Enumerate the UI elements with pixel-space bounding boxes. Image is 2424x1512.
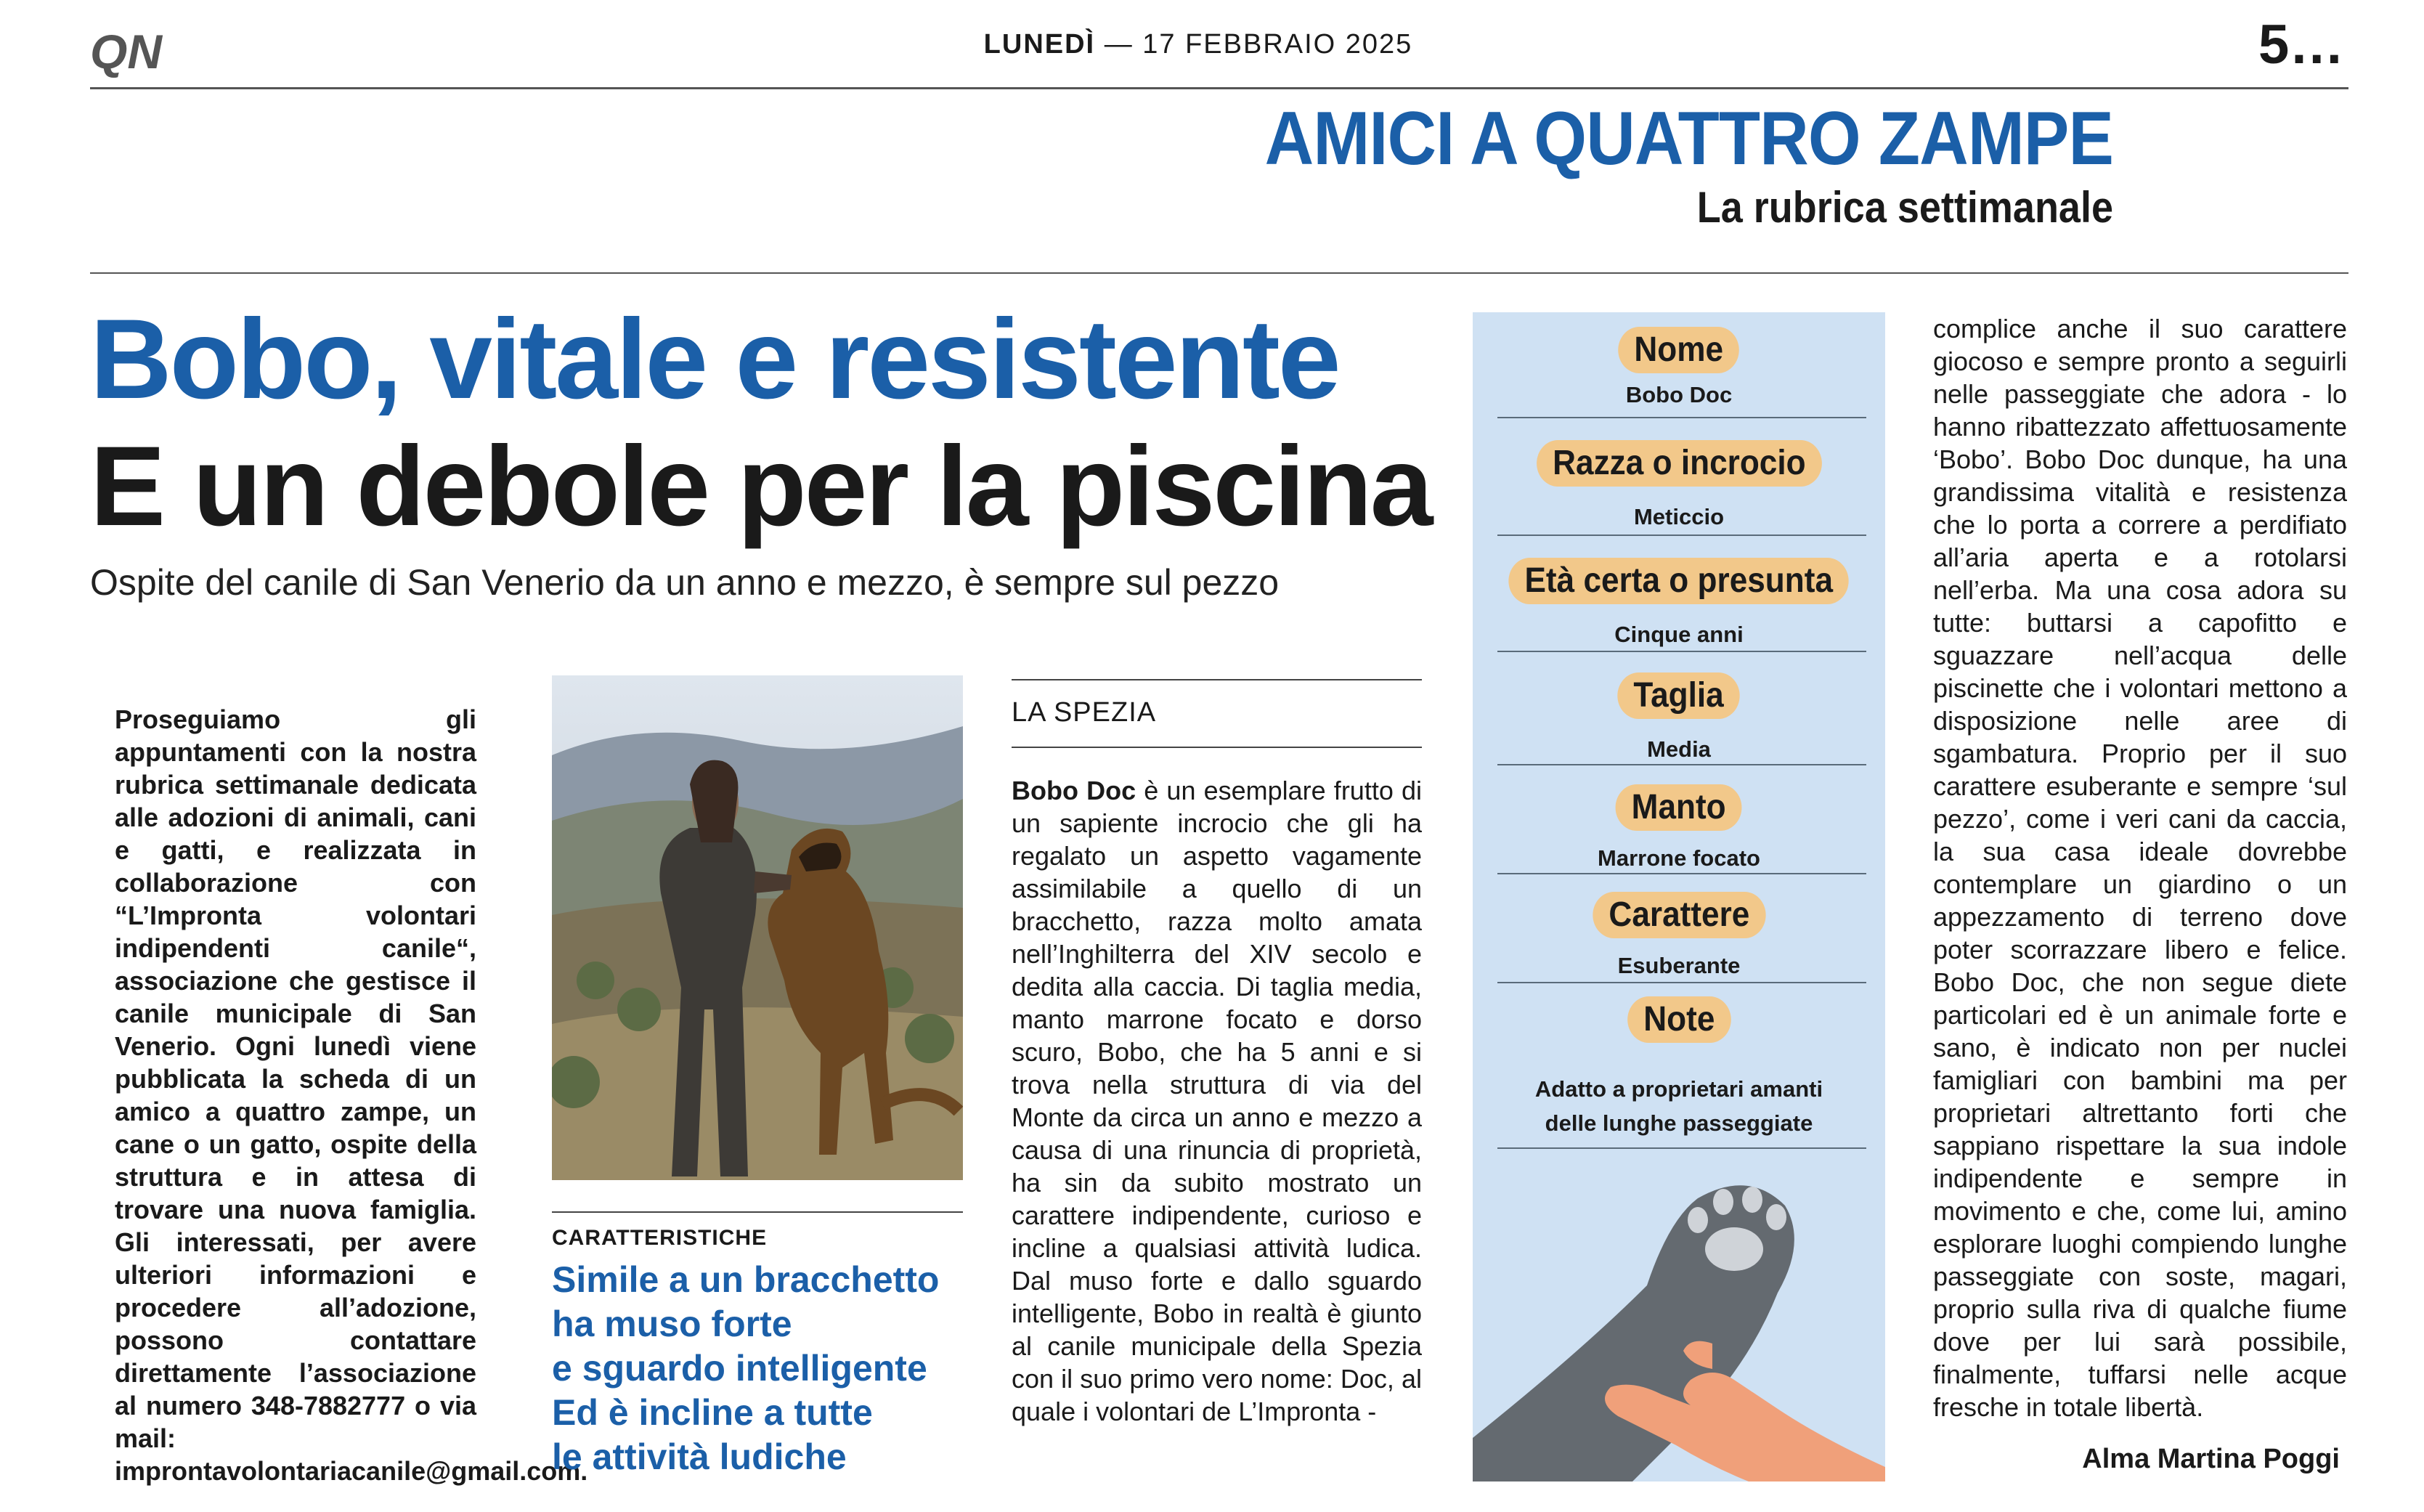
card-divider: [1497, 651, 1866, 652]
body-column: [1012, 774, 1422, 1428]
issue-date: LUNEDÌ — 17 FEBBRAIO 2025: [983, 29, 1413, 60]
card-value: Cinque anni: [1614, 622, 1744, 647]
card-label: Taglia: [1618, 672, 1740, 719]
card-label: Razza o incrocio: [1537, 440, 1822, 487]
svg-text:QN: QN: [90, 26, 162, 78]
card-divider: [1497, 982, 1866, 983]
body-column-continued: complice anche il suo carattere giocoso e sempre pronto a seguirli nelle passeggiate che adora - lo hanno ribattezzato affettuosamente ‘Bobo’. Bobo Doc dunque, ha una grandissima vitalità e resistenza che lo porta a correre a perdifiato all’aria aperta e a rotolarsi nell’erba. Ma una cosa adora su tutte: buttarsi a capofitto e sguazzare nell’acqua delle piscinette che i volontari mettono a disposizione nelle aree di sgambatura. Proprio per il suo carattere esuberante e sempre ‘sul pezzo’, come i veri cani da caccia, la sua casa ideale dovrebbe contemplare un giardino o un appezzamento di terreno dove poter scorrazzare libero e felice. Bobo Doc, che non segue diete particolari ed è un animale forte e sano, è indicato non per nuclei famigliari con bambini ma per proprietari altrettanto forti che sappiano rispettare la sua indole indipendente e sempre in movimento e che, come lui, amino esplorare luoghi compiendo lunghe passeggiate con soste, magari, proprio sulla riva di qualche fiume dove per lui sarà possibile, finalmente, tuffarsi nelle acque fresche in totale libertà.: [1933, 314, 2347, 1422]
card-field-carattere: [1473, 892, 1885, 980]
card-value: Marrone focato: [1598, 845, 1760, 871]
caption-line: Simile a un bracchetto: [552, 1259, 940, 1300]
newspaper-logo: [90, 26, 192, 78]
subheadline: Ospite del canile di San Venerio da un anno e mezzo, è sempre sul pezzo: [90, 562, 1280, 603]
card-field-razza: [1473, 440, 1885, 532]
card-label: Manto: [1616, 784, 1742, 831]
article-photo: [552, 675, 963, 1180]
header-divider: [90, 87, 2348, 89]
caption-label: CARATTERISTICHE: [552, 1226, 768, 1250]
card-divider: [1497, 764, 1866, 765]
rubric-subtitle: La rubrica settimanale: [1696, 183, 2113, 232]
section-divider: [90, 272, 2348, 274]
page-number: 5…: [2258, 14, 2345, 76]
dateline-rule-bottom: [1012, 747, 1422, 748]
card-label: Età certa o presunta: [1509, 558, 1850, 604]
card-value: Adatto a proprietari amanti delle lunghe passeggiate: [1534, 1076, 1823, 1136]
issue-day: LUNEDÌ: [983, 29, 1096, 60]
card-label: Nome: [1619, 327, 1740, 373]
card-value: Esuberante: [1617, 953, 1741, 978]
card-divider: [1497, 535, 1866, 536]
card-field-nome: [1473, 327, 1885, 410]
card-field-manto: [1473, 784, 1885, 873]
card-value: Meticcio: [1633, 504, 1725, 529]
card-label: Carattere: [1593, 892, 1765, 938]
caption-line: e sguardo intelligente: [552, 1348, 927, 1389]
card-value: Bobo Doc: [1625, 382, 1733, 407]
caption-line: le attività ludiche: [552, 1436, 847, 1477]
caption-line: ha muso forte: [552, 1304, 792, 1344]
card-value: Media: [1647, 736, 1711, 762]
body-text: è un esemplare frutto di un sapiente incrocio che gli ha regalato un aspetto vagamente assimilabile a quello di un bracchetto, razza molto amata nell’Inghilterra del XIV secolo e dedita alla caccia. Di taglia media, manto marrone focato e dorso scuro, Bobo, che ha 5 anni e si trova nella struttura di via del Monte da circa un anno e mezzo a causa di una rinuncia di proprietà, ha sin da subito mostrato un carattere indipendente, curioso e incline a qualsiasi attività ludica. Dal muso forte e dallo sguardo intelligente, Bobo in realtà è giunto al canile municipale della Spezia con il suo primo vero nome: Doc, al quale i volontari de L’Impronta -: [1012, 776, 1423, 1426]
issue-date-value: 17 FEBBRAIO 2025: [1142, 29, 1413, 60]
rubric-title: AMICI A QUATTRO ZAMPE: [1264, 97, 2113, 181]
man-with-dog-photo: [552, 675, 963, 1180]
card-divider: [1497, 873, 1866, 874]
paw-handshake-icon: [1473, 1162, 1885, 1481]
card-divider: [1497, 417, 1866, 418]
info-card: [1473, 312, 1885, 1481]
card-field-taglia: [1473, 672, 1885, 764]
caption-text: [552, 1258, 988, 1479]
headline-secondary: E un debole per la piscina: [90, 423, 1431, 550]
caption-divider: [552, 1211, 963, 1213]
dateline: LA SPEZIA: [1012, 697, 1157, 728]
body-lead: Bobo Doc: [1012, 776, 1136, 805]
headline: Bobo, vitale e resistente: [90, 296, 1339, 423]
card-field-note: [1473, 996, 1885, 1140]
caption-line: Ed è incline a tutte: [552, 1392, 873, 1433]
dateline-rule-top: [1012, 679, 1422, 680]
card-field-eta: [1473, 558, 1885, 649]
card-divider: [1497, 1147, 1866, 1149]
card-label: Note: [1627, 996, 1730, 1043]
byline: Alma Martina Poggi: [2082, 1444, 2340, 1474]
intro-column: Proseguiamo gli appuntamenti con la nostra rubrica settimanale dedicata alle adozioni di animali, cani e gatti, e realizzata in collaborazione con “L’Impronta volontari indipendenti canile“, associazione che gestisce il canile municipale di San Venerio. Ogni lunedì viene pubblicata la scheda di un amico a quattro zampe, un cane o un gatto, ospite della struttura e in attesa di trovare una nuova famiglia. Gli interessati, per avere ulteriori informazioni e procedere all’adozione, possono contattare direttamente l’associazione al numero 348-7882777 o via mail: improntavolontariacanile@gmail.com.: [115, 704, 588, 1486]
qn-logo-icon: [90, 26, 192, 78]
